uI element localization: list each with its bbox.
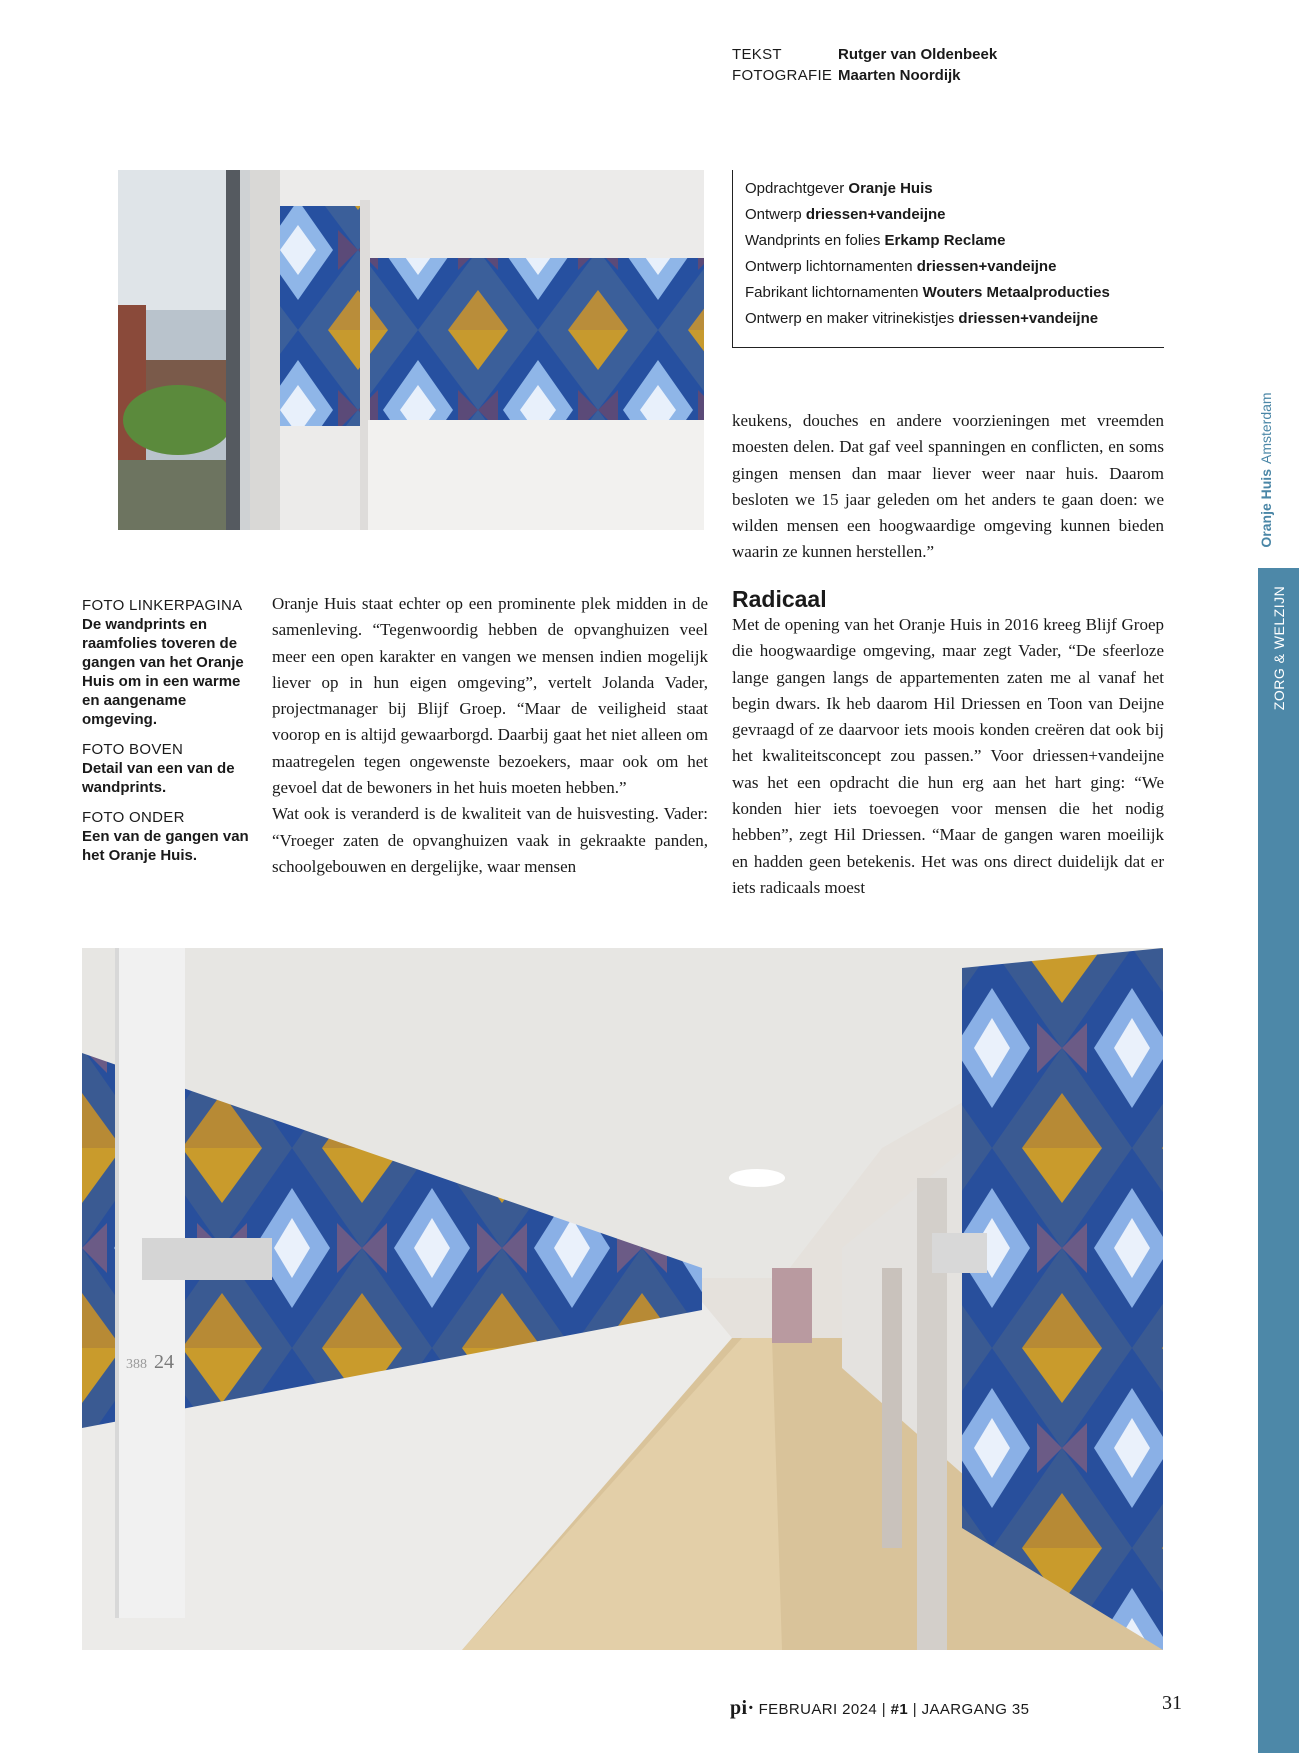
info-row: Ontwerp en maker vitrinekistjes driessen+vandeijne xyxy=(745,310,1099,327)
photo-wallprint-detail xyxy=(118,170,704,530)
page-number: 31 xyxy=(1162,1692,1182,1714)
section-heading: Radicaal xyxy=(732,586,827,612)
project-info-box xyxy=(732,170,1164,348)
page-footer: pi· FEBRUARI 2024 | #1 | JAARGANG 35 xyxy=(730,1697,1030,1719)
photo-captions xyxy=(82,596,252,876)
photo-corridor xyxy=(82,948,1163,1650)
footer-issue: #1 xyxy=(890,1701,909,1718)
caption-label: FOTO BOVEN xyxy=(82,741,184,758)
section-tab-label: ZORG & WELZIJN xyxy=(1270,585,1287,711)
credit-value: Rutger van Oldenbeek xyxy=(838,46,998,63)
info-row: Ontwerp lichtornamenten driessen+vandeijne xyxy=(745,258,1057,275)
credit-value: Maarten Noordijk xyxy=(838,67,961,84)
info-row: Wandprints en folies Erkamp Reclame xyxy=(745,232,1006,249)
footer-month: FEBRUARI 2024 xyxy=(758,1701,878,1718)
magazine-logo: pi· xyxy=(730,1697,755,1719)
door-number-large: 24 xyxy=(154,1351,174,1373)
photo-corridor-image xyxy=(82,948,1163,1650)
credit-text xyxy=(732,44,997,65)
footer-volume: JAARGANG 35 xyxy=(921,1701,1030,1718)
body-text-col2-bottom: Met de opening van het Oranje Huis in 2016 kreeg Blijf Groep die hoogwaardige omgeving, maar zegt Vader, “De sfeerloze lange gangen langs de appartementen zaten me al vanaf het begin dwars. Ik heb daarom Hil Driessen en Toon van Deijne gevraagd of ze daarvoor iets moois konden creëren dat ook bij het kwaliteitsconcept zou passen.” Voor driessen+vandeijne was het een opdracht die hun erg aan het hart ging: “We konden hier iets toevoegen voor mensen die het nodig hebben”, zegt Hil Driessen. “Maar de gangen waren moeilijk en hadden geen betekenis. Het was ons direct duidelijk dat er iets radicaals moest xyxy=(732,615,1164,897)
credit-photo xyxy=(732,65,997,86)
info-row: Fabrikant lichtornamenten Wouters Metaalproducties xyxy=(745,284,1110,301)
credit-label: FOTOGRAFIE xyxy=(732,67,833,84)
caption-label: FOTO ONDER xyxy=(82,809,185,826)
caption-text: De wandprints en raamfolies toveren de gangen van het Oranje Huis om in een warme en aangename omgeving. xyxy=(82,616,244,728)
caption-text: Een van de gangen van het Oranje Huis. xyxy=(82,828,249,864)
caption-label: FOTO LINKERPAGINA xyxy=(82,597,243,614)
sidebar-project-label xyxy=(1248,380,1284,560)
body-text-col2-top: keukens, douches en andere voorzieningen met vreemden moesten delen. Dat gaf veel spanningen en conflicten, en soms gingen mensen dan maar liever weer naar huis. Daarom besloten we 15 jaar geleden om het anders te gaan doen: we wilden mensen een hoogwaardige omgeving kunnen bieden waarin ze kunnen herstellen.” xyxy=(732,411,1164,562)
section-tab xyxy=(1258,568,1299,1753)
photo-wallprint-detail-image xyxy=(118,170,704,530)
credits xyxy=(732,44,997,86)
sidebar-city: Amsterdam xyxy=(1258,392,1274,464)
sidebar-project: Oranje Huis xyxy=(1258,469,1274,548)
body-text-col1: Oranje Huis staat echter op een prominente plek midden in de samenleving. “Tegenwoordig hebben de opvanghuizen veel meer een open karakter en vangen we mensen indien mogelijk liever op in hun eigen omgeving”, vertelt Jolanda Vader, projectmanager bij Blijf Groep. “Maar de veiligheid staat voorop en is altijd gewaarborgd. Daarbij gaat het niet alleen om maatregelen tegen ongewenste bezoekers, maar ook om het gevoel dat de bewoners in het huis moeten hebben.” Wat ook is veranderd is de kwaliteit van de huisvesting. Vader: “Vroeger zaten de opvanghuizen vaak in gekraakte panden, schoolgebouwen en dergelijke, waar mensen xyxy=(272,594,708,876)
door-number-small: 388 xyxy=(126,1357,147,1372)
info-row: Ontwerp driessen+vandeijne xyxy=(745,206,946,223)
info-row: Opdrachtgever Oranje Huis xyxy=(745,180,933,197)
credit-label: TEKST xyxy=(732,46,782,63)
caption-text: Detail van een van de wandprints. xyxy=(82,760,235,796)
